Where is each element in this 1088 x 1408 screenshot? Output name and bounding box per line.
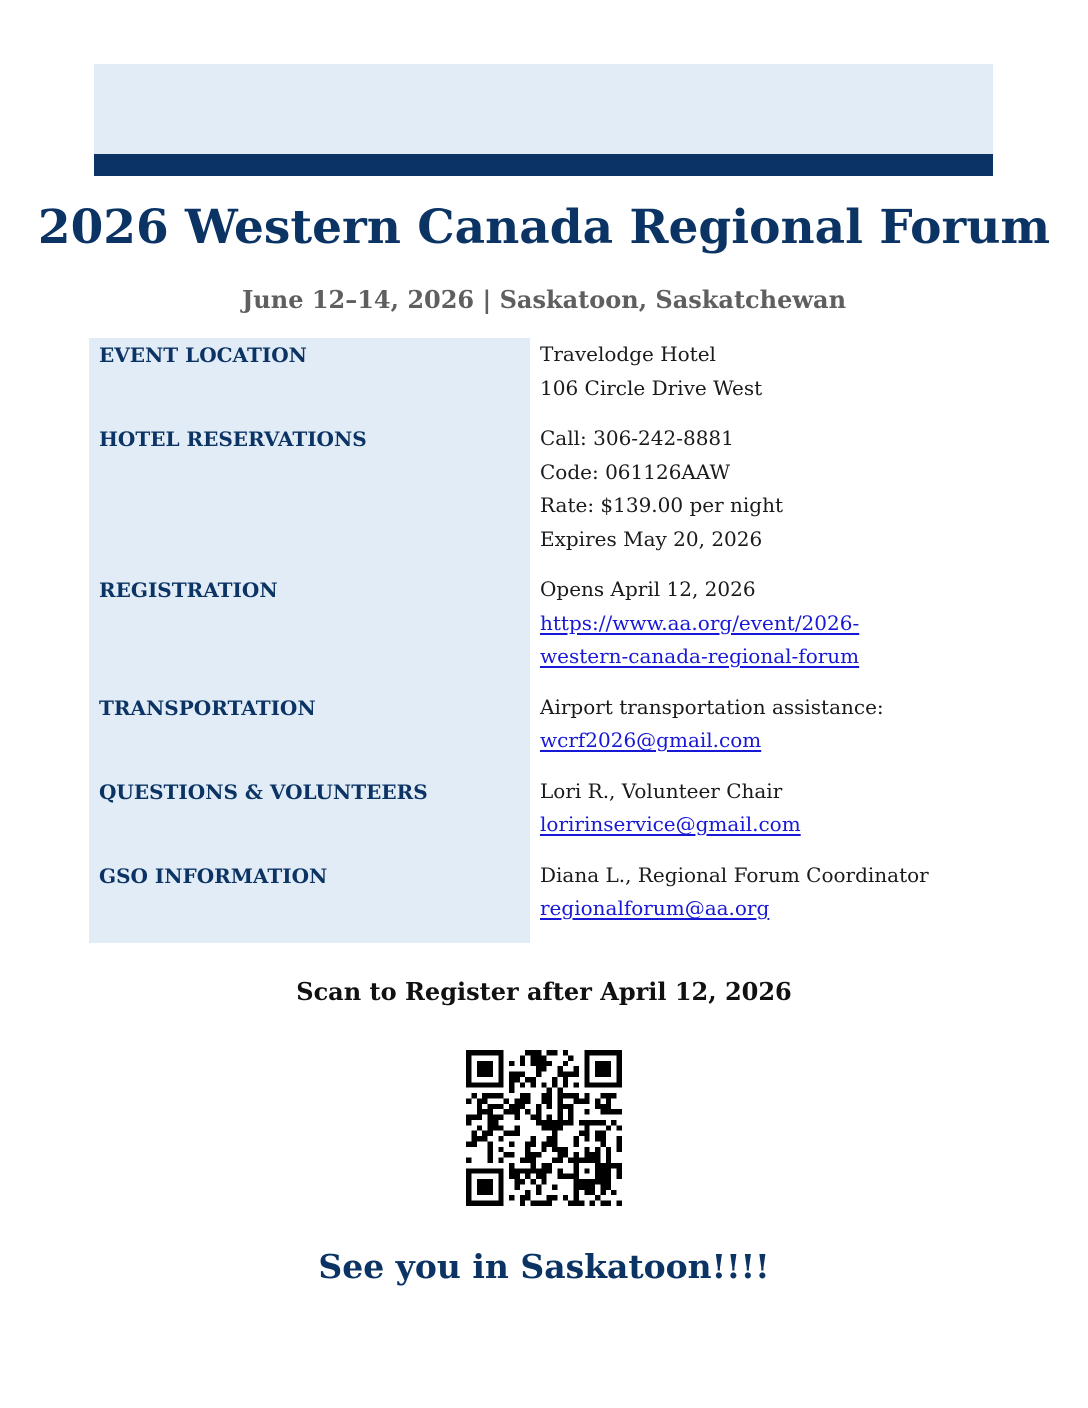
- info-value-cell: [530, 573, 989, 691]
- page-title: 2026 Western Canada Regional Forum: [37, 200, 1051, 255]
- info-value-cell: [530, 775, 989, 859]
- registration-label: REGISTRATION: [99, 578, 278, 602]
- info-value-cell: [530, 338, 989, 422]
- transportation-label: TRANSPORTATION: [99, 695, 316, 720]
- info-label-cell: [89, 573, 530, 691]
- info-label-cell: [89, 775, 530, 859]
- rate-expiry: Expires May 20, 2026: [540, 526, 763, 551]
- transportation-email-link[interactable]: wcrf2026@gmail.com: [540, 728, 762, 752]
- info-label-cell: [89, 422, 530, 573]
- info-row-questions-volunteers: [89, 775, 989, 859]
- gso-information-label: GSO INFORMATION: [99, 863, 328, 888]
- event-info-table: [89, 338, 989, 943]
- registration-link-continued[interactable]: western-canada-regional-forum: [540, 644, 860, 668]
- registration-open-date: Opens April 12, 2026: [540, 577, 756, 601]
- qr-code-graphic: [466, 1050, 622, 1206]
- forum-coordinator: Diana L., Regional Forum Coordinator: [540, 862, 929, 887]
- hotel-reservations-label: HOTEL RESERVATIONS: [99, 427, 367, 451]
- coordinator-email-link[interactable]: regionalforum@aa.org: [540, 896, 770, 920]
- room-rate: Rate: $139.00 per night: [540, 493, 784, 517]
- qr-code-icon[interactable]: [466, 1050, 622, 1206]
- hotel-phone: Call: 306-242-8881: [540, 426, 734, 450]
- volunteer-chair: Lori R., Volunteer Chair: [540, 778, 783, 803]
- info-row-gso-information: [89, 859, 989, 943]
- booking-code: Code: 061126AAW: [540, 459, 731, 484]
- volunteer-email-link[interactable]: loririnservice@gmail.com: [540, 812, 801, 836]
- header-rule: [94, 154, 993, 176]
- questions-volunteers-label: QUESTIONS & VOLUNTEERS: [99, 779, 428, 804]
- info-row-transportation: [89, 691, 989, 775]
- event-location-label: EVENT LOCATION: [99, 343, 307, 367]
- info-label-cell: [89, 691, 530, 775]
- event-date-location: June 12–14, 2026 | Saskatoon, Saskatchewan: [241, 285, 847, 314]
- info-value-cell: [530, 859, 989, 943]
- registration-link[interactable]: https://www.aa.org/event/2026-: [540, 610, 860, 635]
- qr-caption: Scan to Register after April 12, 2026: [296, 977, 792, 1006]
- info-label-cell: [89, 338, 530, 422]
- closing-message: See you in Saskatoon!!!!: [318, 1247, 770, 1286]
- info-row-hotel-reservations: [89, 422, 989, 573]
- info-row-event-location: [89, 338, 989, 422]
- header-band: [94, 64, 993, 154]
- info-row-registration: [89, 573, 989, 691]
- hotel-name: Travelodge Hotel: [540, 342, 716, 366]
- hotel-address: 106 Circle Drive West: [540, 375, 763, 400]
- info-value-cell: [530, 422, 989, 573]
- transportation-note: Airport transportation assistance:: [540, 694, 884, 719]
- info-label-cell: [89, 859, 530, 943]
- info-value-cell: [530, 691, 989, 775]
